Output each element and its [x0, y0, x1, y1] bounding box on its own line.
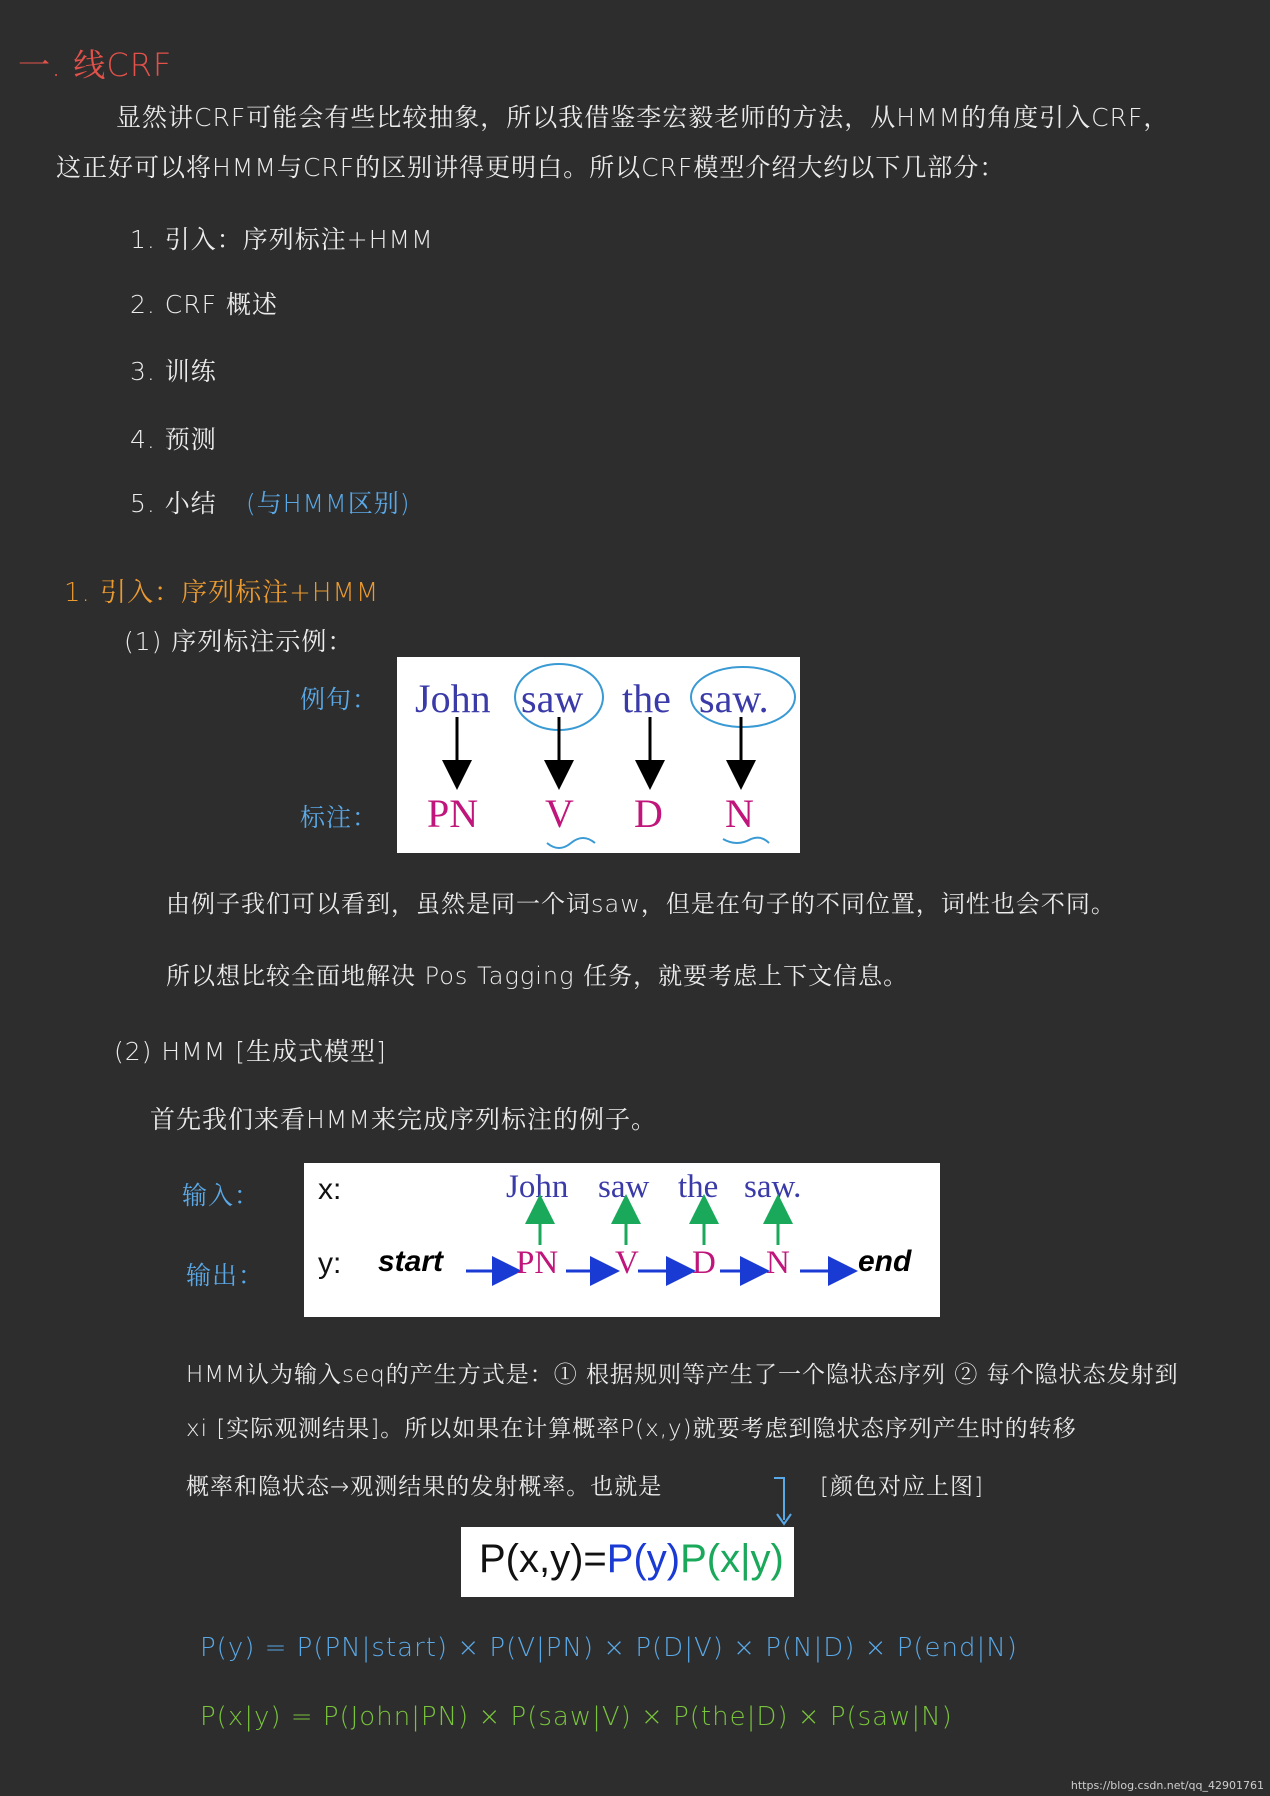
example-tag-d: D: [634, 791, 663, 836]
example-word-saw-noun: saw.: [699, 676, 769, 721]
subsection-1-heading: (1) 序列标注示例：: [124, 627, 354, 656]
outline-note: (与HMM区别): [246, 489, 411, 518]
color-note: [颜色对应上图]: [820, 1474, 984, 1500]
outline-item-2: 2. CRF 概述: [130, 290, 278, 319]
subsection-2-heading: (2) HMM [生成式模型]: [114, 1037, 387, 1066]
formula-pxy: P(x|y): [680, 1537, 784, 1581]
hmm-explanation-line-2: xi [实际观测结果]。所以如果在计算概率P(x,y)就要考虑到隐状态序列产生时的转移: [186, 1416, 1077, 1442]
section1-heading: 1. 引入：序列标注+HMM: [64, 578, 380, 608]
down-pointer-icon: [770, 1474, 800, 1530]
joint-probability-formula: [461, 1527, 794, 1597]
example-word-saw: saw: [521, 676, 584, 721]
observed-word-john: John: [506, 1169, 569, 1205]
hidden-state-v: V: [615, 1245, 639, 1281]
formula-py: P(y): [606, 1537, 681, 1581]
y-label: y:: [318, 1247, 342, 1280]
hidden-state-pn: PN: [516, 1245, 559, 1281]
label-tags: 标注：: [300, 803, 379, 832]
formula-text: [479, 1537, 784, 1582]
hmm-explanation-line-1: HMM认为输入seq的产生方式是：① 根据规则等产生了一个隐状态序列 ② 每个隐状态发射到: [186, 1362, 1179, 1388]
emission-probability-line: P(x|y) = P(John|PN) × P(saw|V) × P(the|D) × P(saw|N): [200, 1702, 953, 1732]
hmm-intro-line: 首先我们来看HMM来完成序列标注的例子。: [150, 1105, 657, 1134]
example-tag-n: N: [725, 791, 754, 836]
x-label: x:: [318, 1173, 342, 1206]
outline-item-5: 5. 小结: [130, 489, 217, 518]
hmm-explanation-line-3: 概率和隐状态→观测结果的发射概率。也就是: [186, 1474, 663, 1500]
circle-mark-saw-noun: [691, 667, 795, 727]
outline-item-4: 4. 预测: [130, 425, 217, 454]
transition-probability-line: P(y) = P(PN|start) × P(V|PN) × P(D|V) × P(N|D) × P(end|N): [200, 1633, 1018, 1663]
hidden-state-n: N: [766, 1245, 790, 1281]
underline-squiggle-n: [723, 838, 769, 843]
label-sentence: 例句：: [300, 685, 379, 714]
explanation-line-2: 所以想比较全面地解决 Pos Tagging 任务，就要考虑上下文信息。: [166, 962, 909, 990]
explanation-line-1: 由例子我们可以看到，虽然是同一个词saw，但是在句子的不同位置，词性也会不同。: [166, 890, 1116, 918]
intro-line-1: 显然讲CRF可能会有些比较抽象，所以我借鉴李宏毅老师的方法，从HMM的角度引入CRF，: [116, 103, 1170, 132]
label-output: 输出：: [186, 1261, 265, 1290]
hmm-arrows: [304, 1163, 940, 1317]
formula-lhs: P(x,y)=: [479, 1537, 607, 1581]
intro-line-2: 这正好可以将HMM与CRF的区别讲得更明白。所以CRF模型介绍大约以下几部分：: [56, 153, 1006, 182]
hmm-sequence-image: [304, 1163, 940, 1317]
start-state: start: [378, 1245, 444, 1278]
example-tag-v: V: [545, 791, 574, 836]
example-word-the: the: [622, 676, 671, 721]
observed-word-saw-noun: saw.: [744, 1169, 802, 1205]
watermark: https://blog.csdn.net/qq_42901761: [1070, 1779, 1264, 1792]
example-tag-pn: PN: [427, 791, 479, 836]
pos-tagging-example-image: [397, 657, 800, 853]
example-word-john: John: [415, 676, 491, 721]
outline-item-1: 1. 引入：序列标注+HMM: [130, 225, 434, 254]
section-title: 一. 线CRF: [18, 46, 173, 84]
end-state: end: [858, 1245, 912, 1278]
underline-squiggle-v: [547, 838, 595, 848]
observed-word-saw: saw: [598, 1169, 650, 1205]
hidden-state-d: D: [692, 1245, 716, 1281]
observed-word-the: the: [678, 1169, 719, 1205]
outline-item-3: 3. 训练: [130, 357, 217, 386]
label-input: 输入：: [182, 1181, 261, 1210]
